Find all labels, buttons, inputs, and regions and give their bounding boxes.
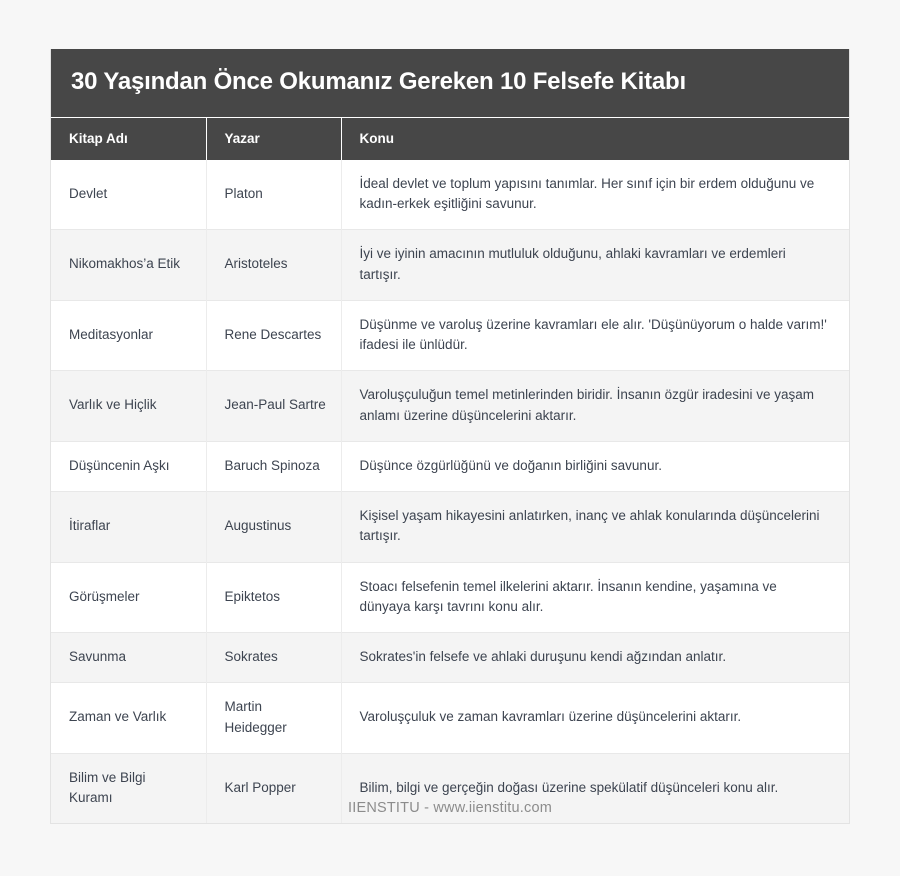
philosophy-books-table [51, 117, 849, 824]
table-row [51, 230, 849, 301]
cell-book-title: Bilim ve Bilgi Kuramı [51, 753, 206, 823]
card-title-bar [51, 49, 849, 117]
cell-book-title: Düşüncenin Aşkı [51, 441, 206, 491]
table-row [51, 300, 849, 371]
cell-topic: Bilim, bilgi ve gerçeğin doğası üzerine spekülatif düşünceleri konu alır. [341, 753, 849, 823]
cell-author: Platon [206, 160, 341, 230]
cell-topic: Düşünce özgürlüğünü ve doğanın birliğini savunur. [341, 441, 849, 491]
cell-book-title: Meditasyonlar [51, 300, 206, 371]
philosophy-books-card [50, 49, 850, 824]
cell-topic: Varoluşçuluk ve zaman kavramları üzerine düşüncelerini aktarır. [341, 683, 849, 754]
table-row [51, 683, 849, 754]
cell-book-title: İtiraflar [51, 492, 206, 563]
cell-author: Rene Descartes [206, 300, 341, 371]
cell-author: Sokrates [206, 633, 341, 683]
table-row [51, 371, 849, 442]
table-row [51, 492, 849, 563]
table-row [51, 633, 849, 683]
cell-topic: Sokrates'in felsefe ve ahlaki duruşunu kendi ağzından anlatır. [341, 633, 849, 683]
cell-topic: Düşünme ve varoluş üzerine kavramları ele alır. 'Düşünüyorum o halde varım!' ifadesi ile ünlüdür. [341, 300, 849, 371]
cell-topic: Stoacı felsefenin temel ilkelerini aktarır. İnsanın kendine, yaşamına ve dünyaya karşı tavrını konu alır. [341, 562, 849, 633]
cell-book-title: Nikomakhos’a Etik [51, 230, 206, 301]
cell-topic: İdeal devlet ve toplum yapısını tanımlar. Her sınıf için bir erdem olduğunu ve kadın-erkek eşitliğini savunur. [341, 160, 849, 230]
cell-topic: Kişisel yaşam hikayesini anlatırken, inanç ve ahlak konularında düşüncelerini tartışır. [341, 492, 849, 563]
cell-author: Karl Popper [206, 753, 341, 823]
cell-author: Baruch Spinoza [206, 441, 341, 491]
table-row [51, 562, 849, 633]
cell-author: Augustinus [206, 492, 341, 563]
table-header-row [51, 117, 849, 160]
footer-attribution: IIENSTITU - www.iienstitu.com [348, 800, 552, 816]
cell-book-title: Devlet [69, 185, 108, 201]
table-row [51, 441, 849, 491]
cell-topic: İyi ve iyinin amacının mutluluk olduğunu, ahlaki kavramları ve erdemleri tartışır. [341, 230, 849, 301]
cell-author: Epiktetos [206, 562, 341, 633]
column-header-book[interactable]: Kitap Adı [51, 117, 206, 160]
cell-book-title: Zaman ve Varlık [51, 683, 206, 754]
table-header [51, 117, 849, 160]
cell-book-title: Varlık ve Hiçlik [51, 371, 206, 442]
column-header-topic[interactable]: Konu [341, 117, 849, 160]
cell-book-title: Görüşmeler [51, 562, 206, 633]
cell-author: Jean-Paul Sartre [206, 371, 341, 442]
column-header-author[interactable]: Yazar [206, 117, 341, 160]
cell-author: Martin Heidegger [206, 683, 341, 754]
table-body [51, 160, 849, 824]
page-title: 30 Yaşından Önce Okumanız Gereken 10 Felsefe Kitabı [71, 68, 686, 95]
cell-book-title: Savunma [51, 633, 206, 683]
cell-author: Aristoteles [206, 230, 341, 301]
cell-topic: Varoluşçuluğun temel metinlerinden biridir. İnsanın özgür iradesini ve yaşam anlamı üzerine düşüncelerini aktarır. [341, 371, 849, 442]
table-row [51, 160, 849, 230]
